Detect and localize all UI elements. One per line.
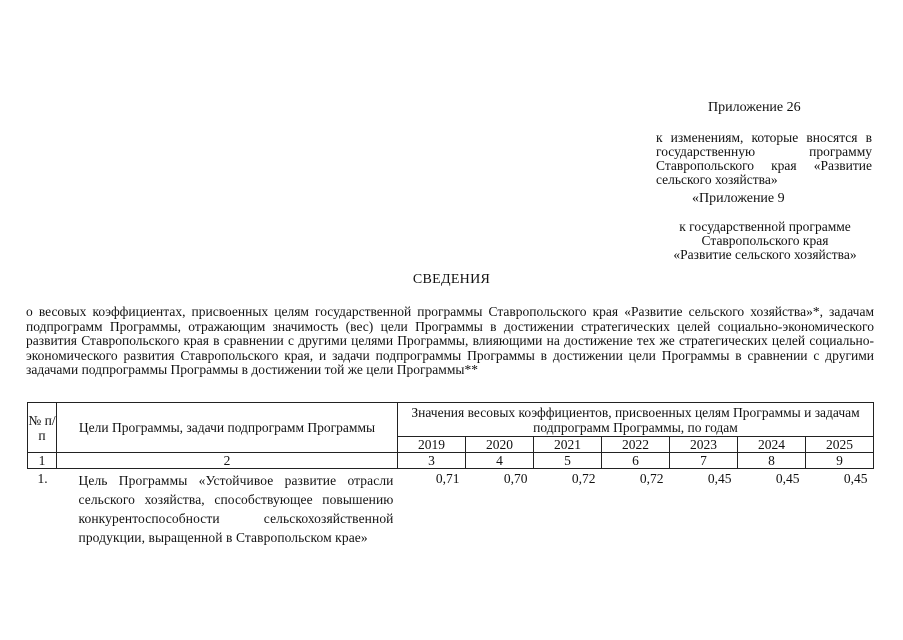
header-year: 2019 bbox=[398, 437, 466, 453]
value-cell: 0,72 bbox=[639, 471, 664, 486]
column-index: 2 bbox=[57, 453, 398, 469]
value-cell: 0,72 bbox=[571, 471, 596, 486]
header-year: 2024 bbox=[738, 437, 806, 453]
document-title: СВЕДЕНИЯ bbox=[412, 272, 491, 287]
value-cell: 0,70 bbox=[503, 471, 528, 486]
header-year: 2025 bbox=[806, 437, 874, 453]
appendix-9-line: Ставропольского края bbox=[701, 233, 829, 248]
value-cell: 0,45 bbox=[707, 471, 732, 486]
weights-table bbox=[27, 402, 874, 547]
header-goal: Цели Программы, задачи подпрограмм Программы bbox=[57, 403, 398, 453]
document-description: о весовых коэффициентах, присвоенных целям государственной программы Ставропольского края «Развитие сельского хозяйства»*, задачам подпрограмм Программы, отражающим значимость (вес) цели Программы в достижении стратегических целей социально-экономического развития Ставропольского края в сравнении с другими целями Программы, влияющими на достижение тех же стратегических целей социально-экономического развития Ставропольского края, и задачи подпрограммы Программы в достижении цели Программы в сравнении с другими задачами подпрограммы Программы в достижении той же цели Программы** bbox=[26, 304, 874, 378]
column-index: 5 bbox=[534, 453, 602, 469]
column-index: 7 bbox=[670, 453, 738, 469]
column-index: 8 bbox=[738, 453, 806, 469]
appendix-9-title: «Приложение 9 bbox=[692, 191, 785, 206]
header-num: № п/п bbox=[28, 403, 57, 453]
header-year: 2021 bbox=[534, 437, 602, 453]
row-goal: Цель Программы «Устойчивое развитие отрасли сельского хозяйства, способствующее повышению конкурентоспособности сельскохозяйственной продукции, выращенной в Ставропольском крае» bbox=[78, 473, 394, 545]
appendix-26-title: Приложение 26 bbox=[708, 100, 801, 115]
column-index: 9 bbox=[806, 453, 874, 469]
header-year: 2022 bbox=[602, 437, 670, 453]
column-index: 1 bbox=[28, 453, 57, 469]
appendix-9-line: «Развитие сельского хозяйства» bbox=[673, 247, 857, 262]
appendix-26-text: к изменениям, которые вносятся в государственную программу Ставропольского края «Развитие сельского хозяйства» bbox=[656, 130, 872, 187]
column-index: 4 bbox=[466, 453, 534, 469]
column-index: 6 bbox=[602, 453, 670, 469]
table-row bbox=[28, 469, 874, 548]
appendix-9-line: к государственной программе bbox=[679, 219, 851, 234]
header-values-group: Значения весовых коэффициентов, присвоенных целям Программы и задачам подпрограмм Программы, по годам bbox=[398, 403, 874, 437]
appendix-9-text bbox=[660, 220, 870, 262]
value-cell: 0,71 bbox=[435, 471, 460, 486]
row-num: 1. bbox=[37, 471, 48, 486]
value-cell: 0,45 bbox=[843, 471, 868, 486]
column-index: 3 bbox=[398, 453, 466, 469]
header-year: 2023 bbox=[670, 437, 738, 453]
header-year: 2020 bbox=[466, 437, 534, 453]
value-cell: 0,45 bbox=[775, 471, 800, 486]
